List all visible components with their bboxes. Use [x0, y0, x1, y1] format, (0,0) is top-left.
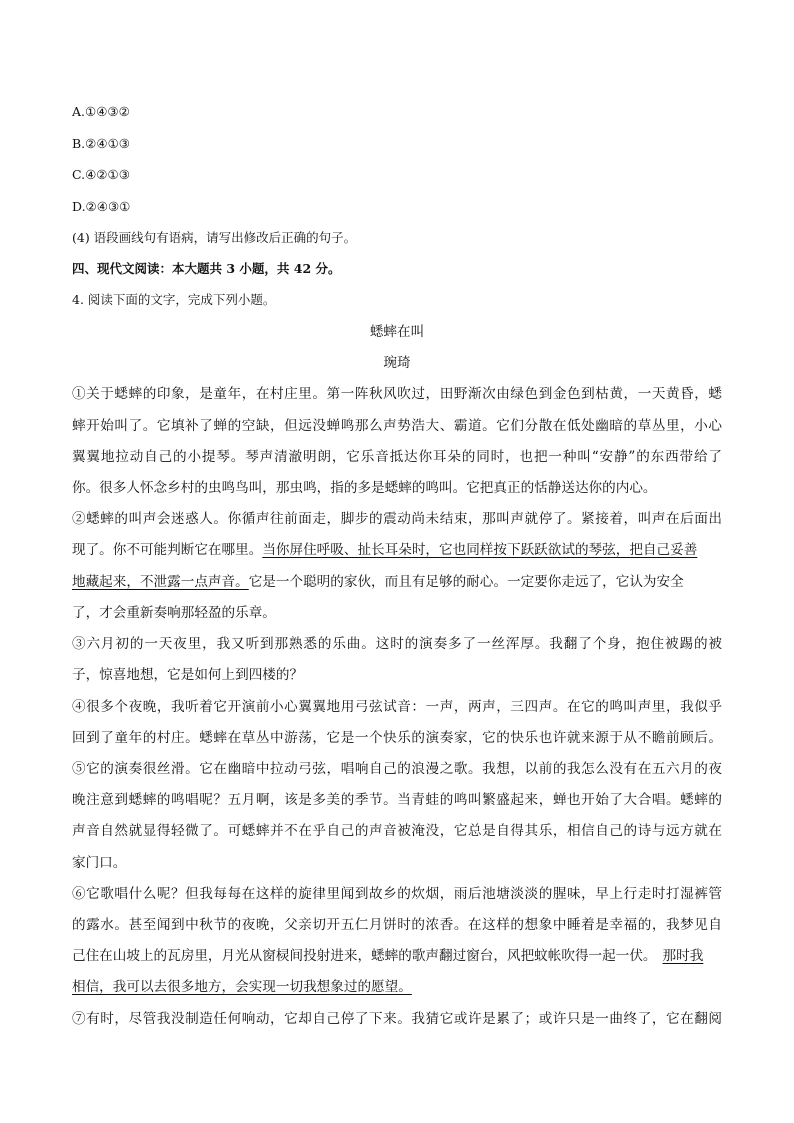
paragraph-6-line-1: ⑥它歌唱什么呢？但我每每在这样的旋律里闻到故乡的炊烟，雨后池塘淡淡的腥味，早上行走时打湿裤管 [72, 886, 722, 902]
paragraph-6-line-4 [72, 978, 722, 996]
paragraph-3-line-2: 子，惊喜地想，它是如何上到四楼的？ [72, 667, 304, 683]
paragraph-2-text: 现了。你不可能判断它在哪里。 [72, 542, 263, 558]
article-author: 琬琦 [383, 355, 411, 371]
option-d: D.②④③① [72, 199, 131, 214]
underlined-sentence: 当你屏住呼吸、扯长耳朵时，它也同样按下跃跃欲试的琴弦，把自己妥善 [262, 542, 698, 558]
paragraph-2-line-1: ②蟋蟀的叫声会迷惑人。你循声往前面走，脚步的震动尚未结束，那叫声就停了。紧接着，叫声在后面出 [72, 511, 722, 527]
paragraph-3-line-1: ③六月初的一天夜里，我又听到那熟悉的乐曲。这时的演奏多了一丝浑厚。我翻了个身，抱住被踢的被 [72, 636, 722, 652]
paragraph-5-line-1: ⑤它的演奏很丝滑。它在幽暗中拉动弓弦，唱响自己的浪漫之歌。我想，以前的我怎么没有在五六月的夜 [72, 761, 722, 777]
paragraph-1-line-3: 翼翼地拉动自己的小提琴。琴声清澈明朗，它乐音抵达你耳朵的同时，也把一种叫“安静”的东西带给了 [72, 449, 722, 465]
paragraph-1-line-1: ①关于蟋蟀的印象，是童年，在村庄里。第一阵秋风吹过，田野渐次由绿色到金色到枯黄，一天黄昏，蟋 [72, 386, 722, 402]
option-c: C.④②①③ [72, 167, 130, 182]
paragraph-1-line-2: 蟀开始叫了。它填补了蝉的空缺，但远没蝉鸣那么声势浩大、霸道。它们分散在低处幽暗的草丛里，小心 [72, 418, 722, 434]
paragraph-2-line-2 [72, 541, 722, 559]
paragraph-6-line-3 [72, 947, 722, 965]
paragraph-4-line-1: ④很多个夜晚，我听着它开演前小心翼翼地用弓弦试音：一声，两声，三四声。在它的鸣叫声里，我似乎 [72, 699, 722, 715]
paragraph-4-line-2: 回到了童年的村庄。蟋蟀在草丛中游荡，它是一个快乐的演奏家，它的快乐也许就来源于从不瞻前顾后。 [72, 730, 722, 746]
underlined-sentence-2-end: 相信，我可以去很多地方，会实现一切我想象过的愿望。 [72, 979, 412, 995]
underlined-sentence-2: 那时我 [662, 948, 704, 964]
paragraph-2-line-3 [72, 573, 722, 591]
article-title: 蟋蟀在叫 [369, 324, 425, 340]
section-header: 四、现代文阅读：本大题共 3 小题，共 42 分。 [72, 261, 341, 276]
paragraph-2-text: 它是一个聪明的家伙，而且有足够的耐心。一定要你走远了，它认为安全 [248, 574, 684, 590]
paragraph-5-line-3: 声音自然就显得轻微了。可蟋蟀并不在乎自己的声音被淹没，它总是自得其乐，相信自己的诗与远方就在 [72, 823, 722, 839]
reading-instruction: 4. 阅读下面的文字，完成下列小题。 [72, 292, 276, 307]
option-b: B.②④①③ [72, 136, 130, 151]
paragraph-6-text: 己住在山坡上的瓦房里，月光从窗棂间投射进来，蟋蟀的歌声翻过窗台，风把蚊帐吹得一起一伏。 [72, 948, 657, 964]
paragraph-2-line-4: 了，才会重新奏响那轻盈的乐章。 [72, 605, 276, 621]
question-4-sub-item: (4) 语段画线句有语病，请写出修改后正确的句子。 [72, 230, 357, 245]
paragraph-7-line-1: ⑦有时，尽管我没制造任何响动，它却自己停了下来。我猜它或许是累了；或许只是一曲终了，它在翻阅 [72, 1011, 722, 1027]
paragraph-5-line-2: 晚注意到蟋蟀的鸣唱呢？五月啊，该是多美的季节。当青蛙的鸣叫繁盛起来，蝉也开始了大合唱。蟋蟀的 [72, 792, 722, 808]
underlined-sentence-end: 地藏起来，不泄露一点声音。 [72, 574, 249, 590]
option-a: A.①④③② [72, 104, 130, 119]
paragraph-1-line-4: 你。很多人怀念乡村的虫鸣鸟叫，那虫鸣，指的多是蟋蟀的鸣叫。它把真正的恬静送达你的内心。 [72, 480, 657, 496]
paragraph-6-line-2: 的露水。甚至闻到中秋节的夜晚，父亲切开五仁月饼时的浓香。在这样的想象中睡着是幸福的，我梦见自 [72, 917, 722, 933]
paragraph-5-line-4: 家门口。 [72, 855, 127, 871]
